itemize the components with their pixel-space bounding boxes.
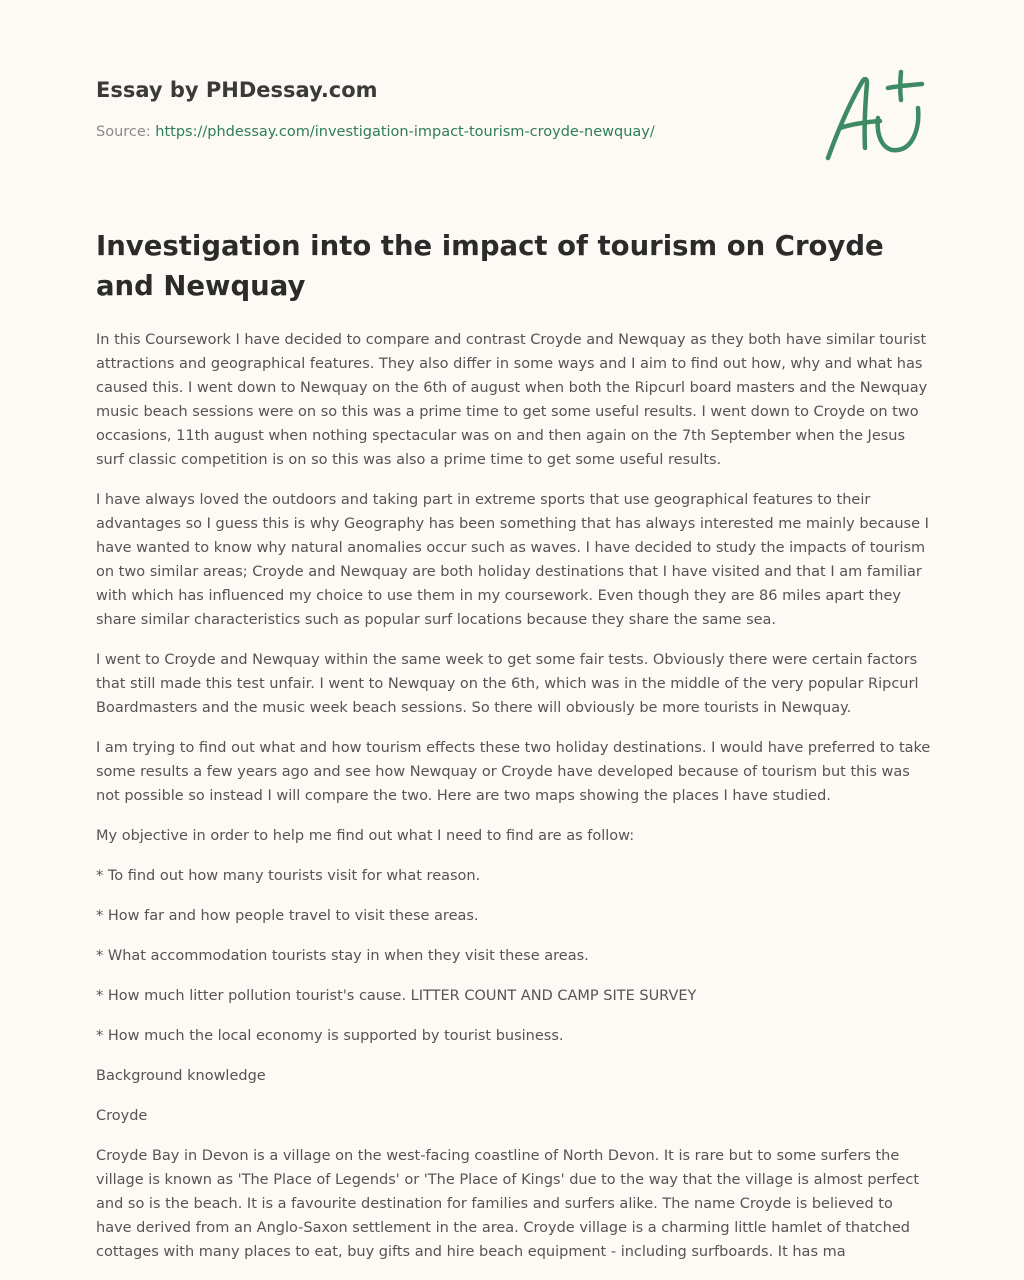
source-link[interactable]: https://phdessay.com/investigation-impact-tourism-croyde-newquay/ (155, 124, 655, 140)
objective-item: * What accommodation tourists stay in when they visit these areas. (96, 948, 589, 964)
article (96, 226, 932, 1280)
article-paragraph: I went to Croyde and Newquay within the same week to get some fair tests. Obviously there were certain factors that still made this test unfair. I went to Newquay on the 6th, which was in the middle of the very popular Ripcurl Boardmasters and the music week beach sessions. So there will obviously be more tourists in Newquay. (96, 652, 919, 716)
section-heading-background: Background knowledge (96, 1068, 266, 1084)
a-plus-logo-icon (818, 66, 928, 166)
article-title: Investigation into the impact of tourism on Croyde and Newquay (96, 230, 884, 302)
article-paragraph: I am trying to find out what and how tourism effects these two holiday destinations. I would have preferred to take some results a few years ago and see how Newquay or Croyde have developed because of tourism but this was not possible so instead I will compare the two. Here are two maps showing the places I have studied. (96, 740, 931, 804)
objective-item: * To find out how many tourists visit for what reason. (96, 868, 481, 884)
a-plus-logo (818, 66, 928, 166)
source-line (96, 122, 716, 142)
objective-item: * How much the local economy is supported by tourist business. (96, 1028, 564, 1044)
article-paragraph: My objective in order to help me find out what I need to find are as follow: (96, 828, 635, 844)
objective-item: * How much litter pollution tourist's cause. LITTER COUNT AND CAMP SITE SURVEY (96, 988, 697, 1004)
source-label: Source: (96, 124, 156, 140)
article-paragraph: I have always loved the outdoors and taking part in extreme sports that use geographical features to their advantages so I guess this is why Geography has been something that has always interested me mainly because I have wanted to know why natural anomalies occur such as waves. I have decided to study the impacts of tourism on two similar areas; Croyde and Newquay are both holiday destinations that I have visited and that I am familiar with which has influenced my choice to use them in my coursework. Even though they are 86 miles apart they share similar characteristics such as popular surf locations because they share the same sea. (96, 492, 929, 628)
article-paragraph: Croyde Bay in Devon is a village on the west-facing coastline of North Devon. It is rare but to some surfers the village is known as 'The Place of Legends' or 'The Place of Kings' due to the way that the village is almost perfect and so is the beach. It is a favourite destination for families and surfers alike. The name Croyde is believed to have derived from an Anglo-Saxon settlement in the area. Croyde village is a charming little hamlet of thatched cottages with many places to eat, buy gifts and hire beach equipment - including surfboards. It has ma (96, 1148, 920, 1260)
page-header (96, 74, 716, 142)
article-paragraph: In this Coursework I have decided to compare and contrast Croyde and Newquay as they both have similar tourist attractions and geographical features. They also differ in some ways and I aim to find out how, why and what has caused this. I went down to Newquay on the 6th of august when both the Ripcurl board masters and the Newquay music beach sessions were on so this was a prime time to get some useful results. I went down to Croyde on two occasions, 11th august when nothing spectacular was on and then again on the 7th September when the Jesus surf classic competition is on so this was also a prime time to get some useful results. (96, 332, 928, 468)
site-brand: Essay by PHDessay.com (96, 78, 378, 102)
objective-item: * How far and how people travel to visit these areas. (96, 908, 479, 924)
section-heading-croyde: Croyde (96, 1108, 148, 1124)
